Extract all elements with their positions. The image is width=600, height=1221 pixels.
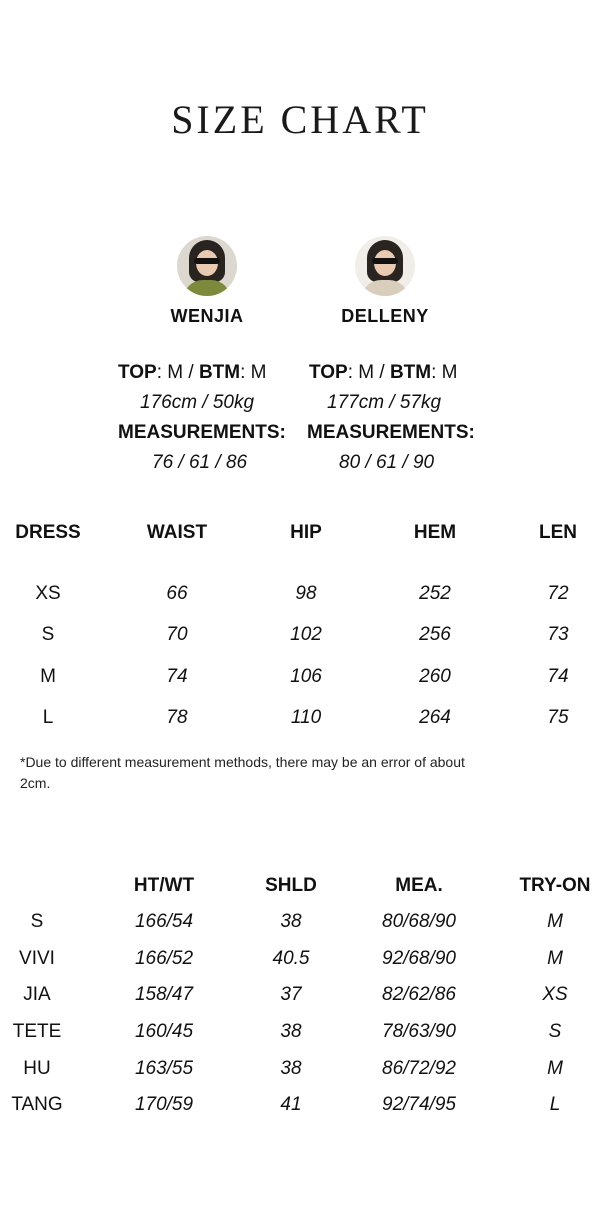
header-cell: HT/WT bbox=[133, 875, 195, 896]
table-cell: 37 bbox=[280, 984, 302, 1006]
table-cell: 256 bbox=[419, 624, 451, 646]
table-cell: 78/63/90 bbox=[382, 1021, 456, 1043]
table-row bbox=[0, 977, 600, 1014]
header-cell: LEN bbox=[539, 522, 577, 543]
model-name: WENJIA bbox=[170, 306, 244, 326]
model-fit-table bbox=[0, 868, 600, 1124]
table-cell: L bbox=[42, 707, 54, 729]
table-cell: 38 bbox=[280, 1057, 302, 1079]
table-cell: 74 bbox=[166, 665, 188, 687]
table-cell: M bbox=[40, 665, 56, 687]
table-cell: 74 bbox=[547, 665, 569, 687]
table-cell: XS bbox=[35, 582, 61, 604]
table-row bbox=[0, 573, 600, 615]
table-cell: 170/59 bbox=[134, 1094, 194, 1116]
table-cell: 66 bbox=[166, 582, 188, 604]
btm-size: : M bbox=[240, 362, 267, 383]
table-header-row bbox=[0, 518, 600, 548]
table-cell: 110 bbox=[290, 707, 322, 729]
table-cell: 92/68/90 bbox=[382, 947, 456, 969]
top-size: : M / bbox=[347, 362, 390, 383]
table-cell: XS bbox=[542, 984, 568, 1006]
table-cell: 80/68/90 bbox=[382, 911, 456, 933]
table-row bbox=[0, 904, 600, 941]
table-cell: 92/74/95 bbox=[382, 1094, 456, 1116]
header-cell bbox=[0, 868, 74, 904]
measurements-label: MEASUREMENTS: bbox=[118, 422, 286, 443]
table-cell: S bbox=[30, 911, 44, 933]
table-cell: JIA bbox=[23, 984, 51, 1006]
table-cell: 38 bbox=[280, 911, 302, 933]
table-cell: 163/55 bbox=[134, 1057, 194, 1079]
table-cell: 38 bbox=[280, 1021, 302, 1043]
table-row bbox=[0, 1050, 600, 1087]
table-cell: 102 bbox=[290, 624, 322, 646]
table-row bbox=[0, 698, 600, 740]
table-cell: 160/45 bbox=[134, 1021, 194, 1043]
table-cell: 98 bbox=[295, 582, 317, 604]
table-cell: 106 bbox=[290, 665, 322, 687]
btm-size: : M bbox=[431, 362, 458, 383]
table-cell: M bbox=[547, 947, 563, 969]
top-size: : M / bbox=[156, 362, 199, 383]
header-cell: WAIST bbox=[146, 522, 208, 543]
table-row bbox=[0, 656, 600, 698]
model-name: DELLENY bbox=[341, 306, 429, 326]
height-weight: 176cm / 50kg bbox=[140, 392, 255, 413]
table-cell: TANG bbox=[11, 1094, 63, 1116]
table-row bbox=[0, 1087, 600, 1124]
top-label: TOP bbox=[118, 362, 157, 383]
measurements-value: 80 / 61 / 90 bbox=[339, 452, 435, 473]
top-label: TOP bbox=[309, 362, 348, 383]
table-cell: 264 bbox=[419, 707, 451, 729]
model-avatar bbox=[177, 236, 237, 296]
table-row bbox=[0, 1014, 600, 1051]
table-cell: 86/72/92 bbox=[382, 1057, 456, 1079]
model-stats-delleny bbox=[309, 360, 475, 480]
model-card-wenjia bbox=[112, 236, 302, 327]
measurements-value: 76 / 61 / 86 bbox=[152, 452, 248, 473]
page-title: SIZE CHART bbox=[171, 97, 429, 142]
table-cell: M bbox=[547, 1057, 563, 1079]
table-cell: HU bbox=[23, 1057, 51, 1079]
table-row bbox=[0, 615, 600, 657]
table-row bbox=[0, 941, 600, 978]
btm-label: BTM bbox=[389, 362, 432, 383]
table-cell: 166/52 bbox=[134, 947, 194, 969]
table-cell: S bbox=[41, 624, 55, 646]
header-cell: TRY-ON bbox=[519, 875, 591, 896]
table-cell: 73 bbox=[547, 624, 569, 646]
table-cell: 78 bbox=[166, 707, 188, 729]
header-cell: HIP bbox=[290, 522, 322, 543]
model-avatar bbox=[355, 236, 415, 296]
btm-label: BTM bbox=[198, 362, 241, 383]
table-cell: VIVI bbox=[19, 947, 55, 969]
header-cell: DRESS bbox=[15, 522, 81, 543]
table-cell: L bbox=[549, 1094, 561, 1116]
header-cell: HEM bbox=[413, 522, 457, 543]
table-cell: 40.5 bbox=[272, 947, 310, 969]
table-cell: 72 bbox=[547, 582, 569, 604]
table-header-row bbox=[0, 868, 600, 904]
table-cell: 70 bbox=[166, 624, 188, 646]
header-cell: MEA. bbox=[395, 875, 443, 896]
dress-size-table bbox=[0, 518, 600, 739]
table-cell: 158/47 bbox=[134, 984, 194, 1006]
size-line bbox=[309, 360, 475, 390]
measurements-label: MEASUREMENTS: bbox=[307, 422, 475, 443]
table-cell: 41 bbox=[280, 1094, 302, 1116]
table-cell: 82/62/86 bbox=[382, 984, 456, 1006]
table-cell: 252 bbox=[419, 582, 451, 604]
height-weight: 177cm / 57kg bbox=[327, 392, 442, 413]
table-cell: M bbox=[547, 911, 563, 933]
model-card-delleny bbox=[290, 236, 480, 327]
table-cell: S bbox=[548, 1021, 562, 1043]
measurement-note: *Due to different measurement methods, there may be an error of about 2cm. bbox=[20, 754, 465, 791]
header-cell: SHLD bbox=[265, 875, 317, 896]
table-cell: TETE bbox=[12, 1021, 62, 1043]
model-stats-wenjia bbox=[118, 360, 286, 480]
size-line bbox=[118, 360, 286, 390]
table-cell: 75 bbox=[547, 707, 569, 729]
table-cell: 260 bbox=[419, 665, 451, 687]
table-cell: 166/54 bbox=[134, 911, 194, 933]
